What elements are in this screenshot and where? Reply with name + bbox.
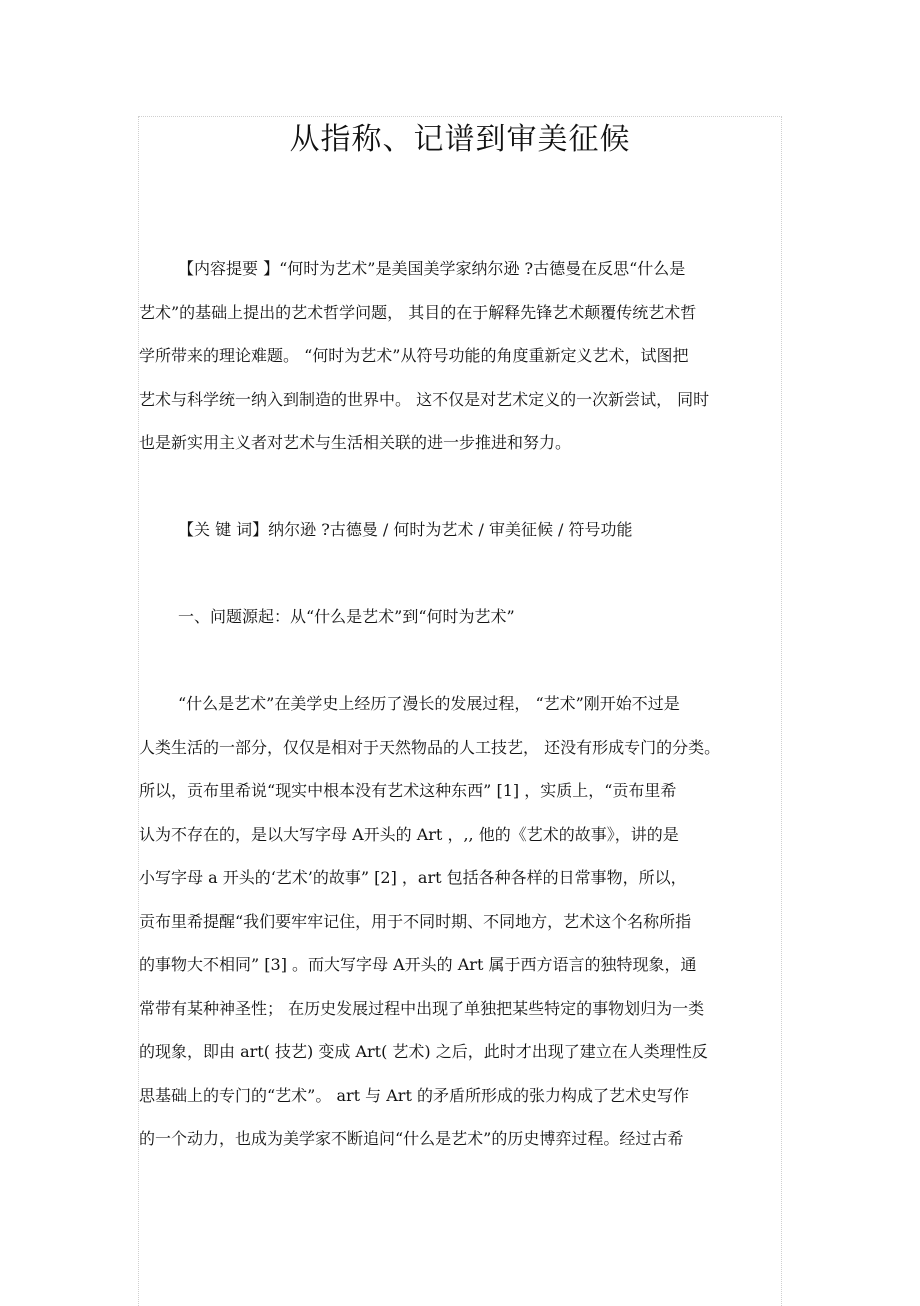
keywords-line: 【关 键 词】纳尔逊 ?古德曼 / 何时为艺术 / 审美征候 / 符号功能 xyxy=(178,520,633,539)
body-line: 的一个动力，也成为美学家不断追问“什么是艺术”的历史博弈过程。经过古希 xyxy=(139,1129,684,1148)
body-line: 贡布里希提醒“我们要牢牢记住，用于不同时期、不同地方，艺术这个名称所指 xyxy=(139,912,692,931)
section-heading: 一、问题源起：从“什么是艺术”到“何时为艺术” xyxy=(178,607,515,626)
body-line: “什么是艺术”在美学史上经历了漫长的发展过程， “艺术”刚开始不过是 xyxy=(178,694,680,713)
document-title: 从指称、记谱到审美征候 xyxy=(289,122,631,157)
abstract-line: 艺术与科学统一纳入到制造的世界中。 这不仅是对艺术定义的一次新尝试， 同时 xyxy=(139,390,710,409)
body-line: 所以，贡布里希说“现实中根本没有艺术这种东西” [1] ，实质上，“贡布里希 xyxy=(139,781,677,800)
body-line: 常带有某种神圣性； 在历史发展过程中出现了单独把某些特定的事物划归为一类 xyxy=(139,999,705,1018)
body-line: 人类生活的一部分，仅仅是相对于天然物品的人工技艺， 还没有形成专门的分类。 xyxy=(139,738,721,757)
body-line: 的现象，即由 art( 技艺) 变成 Art( 艺术) 之后，此时才出现了建立在人类理性反 xyxy=(139,1042,708,1061)
abstract-line: 也是新实用主义者对艺术与生活相关联的进一步推进和努力。 xyxy=(139,433,572,452)
body-line: 思基础上的专门的“艺术”。 art 与 Art 的矛盾所形成的张力构成了艺术史写作 xyxy=(139,1086,689,1105)
body-line: 小写字母 a 开头的‘艺术’的故事” [2] ，art 包括各种各样的日常事物，所以， xyxy=(139,868,687,887)
body-line: 的事物大不相同” [3] 。而大写字母 A开头的 Art 属于西方语言的独特现象，通 xyxy=(139,955,697,974)
abstract-line: 艺术”的基础上提出的艺术哲学问题， 其目的在于解释先锋艺术颠覆传统艺术哲 xyxy=(139,303,697,322)
body-line: 认为不存在的，是以大写字母 A开头的 Art ，,, 他的《艺术的故事》，讲的是 xyxy=(139,825,679,844)
abstract-line: 学所带来的理论难题。 “何时为艺术”从符号功能的角度重新定义艺术，试图把 xyxy=(139,346,689,365)
abstract-line: 【内容提要 】“何时为艺术”是美国美学家纳尔逊 ?古德曼在反思“什么是 xyxy=(178,259,686,278)
